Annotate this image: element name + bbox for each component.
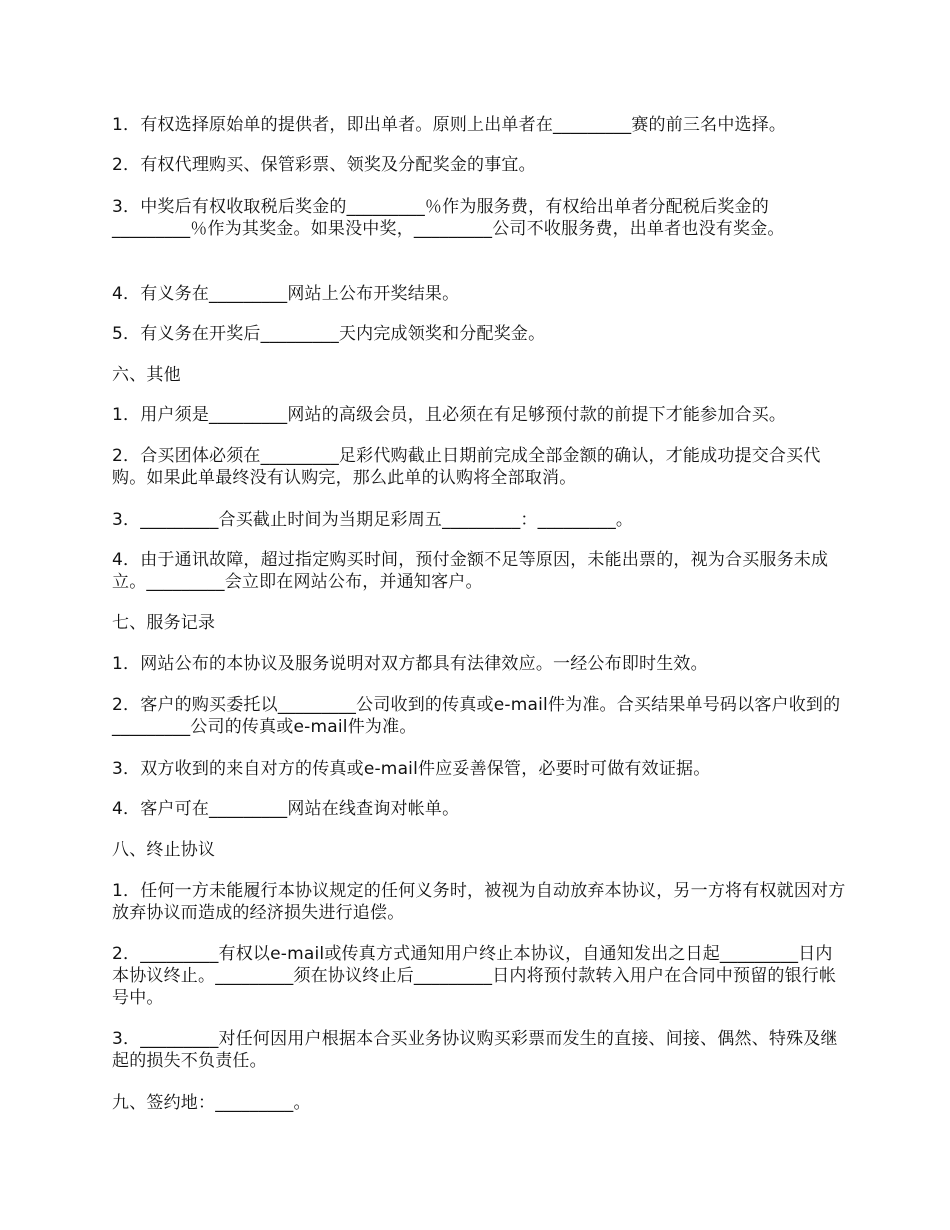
paragraph: 1．有权选择原始单的提供者，即出单者。原则上出单者在_________赛的前三名中选择。 — [112, 115, 787, 135]
paragraph: 2．客户的购买委托以_________公司收到的传真或e-mail件为准。合买结果单号码以客户收到的_________公司的传真或e-mail件为准。 — [112, 695, 841, 737]
section-heading: 七、服务记录 — [112, 613, 216, 633]
paragraph: 3．双方收到的来自对方的传真或e-mail件应妥善保管，必要时可做有效证据。 — [112, 759, 711, 779]
paragraph: 4．有义务在_________网站上公布开奖结果。 — [112, 284, 460, 304]
section-heading: 六、其他 — [112, 365, 181, 385]
paragraph: 1．用户须是_________网站的高级会员，且必须在有足够预付款的前提下才能参加合买。 — [112, 405, 787, 425]
paragraph: 4．由于通讯故障，超过指定购买时间，预付金额不足等原因，未能出票的，视为合买服务未成立。_________会立即在网站公布，并通知客户。 — [112, 550, 829, 592]
paragraph: 1．网站公布的本协议及服务说明对双方都具有法律效应。一经公布即时生效。 — [112, 654, 708, 674]
paragraph: 2．有权代理购买、保管彩票、领奖及分配奖金的事宜。 — [112, 155, 536, 175]
paragraph: 1．任何一方未能履行本协议规定的任何义务时，被视为自动放弃本协议，另一方将有权就因对方放弃协议而造成的经济损失进行追偿。 — [112, 881, 846, 923]
paragraph: 2．_________有权以e-mail或传真方式通知用户终止本协议，自通知发出之日起_________日内本协议终止。_________须在协议终止后_________日内将预付款转入用户在合同中预留的银行帐号中。 — [112, 944, 837, 1008]
paragraph: 5．有义务在开奖后_________天内完成领奖和分配奖金。 — [112, 324, 546, 344]
paragraph: 3．中奖后有权收取税后奖金的_________％作为服务费，有权给出单者分配税后奖金的_________％作为其奖金。如果没中奖，_________公司不收服务费，出单者也没有奖金。 — [112, 197, 785, 239]
paragraph: 2．合买团体必须在_________足彩代购截止日期前完成全部金额的确认，才能成功提交合买代购。如果此单最终没有认购完，那么此单的认购将全部取消。 — [112, 446, 821, 488]
section-heading: 九、签约地：_________。 — [112, 1093, 311, 1113]
paragraph: 4．客户可在_________网站在线查询对帐单。 — [112, 799, 460, 819]
paragraph: 3．_________对任何因用户根据本合买业务协议购买彩票而发生的直接、间接、偶然、特殊及继起的损失不负责任。 — [112, 1029, 838, 1071]
section-heading: 八、终止协议 — [112, 840, 216, 860]
paragraph: 3．_________合买截止时间为当期足彩周五_________：_________。 — [112, 510, 634, 530]
